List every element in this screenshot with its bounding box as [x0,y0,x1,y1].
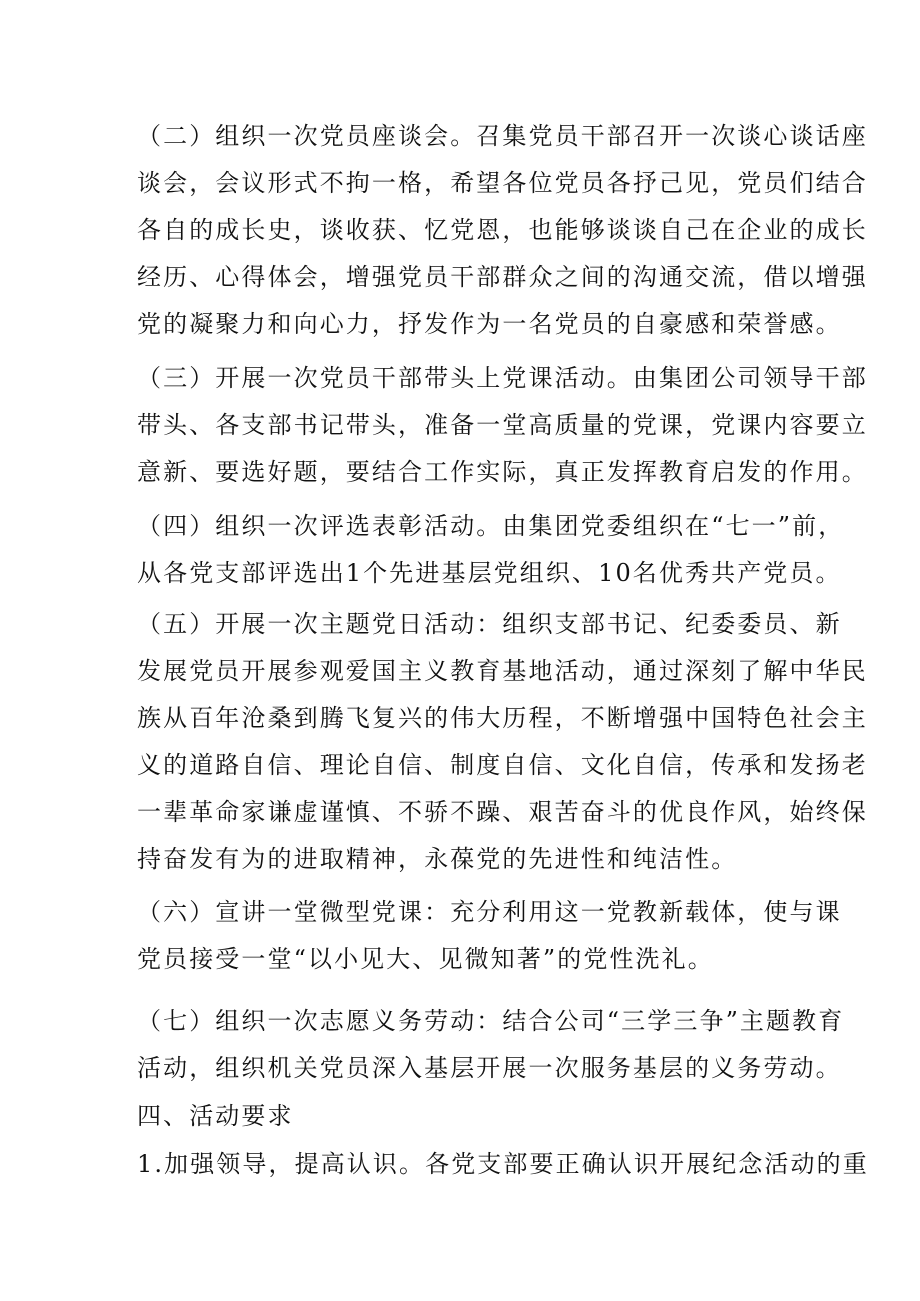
section-heading-requirements: 四、活动要求 [137,1102,294,1130]
paragraph-5-line-1: （五）开展一次主题党日活动：组织支部书记、纪委委员、新 [137,610,842,638]
paragraph-6-line-2: 党员接受一堂“以小见大、见微知著”的党性洗礼。 [137,945,714,973]
paragraph-6-line-1: （六）宣讲一堂微型党课：充分利用这一党教新载体，使与课 [137,898,842,926]
paragraph-2-line-5: 党的凝聚力和向心力，抒发作为一名党员的自豪感和荣誉感。 [137,310,842,338]
paragraph-7-line-1: （七）组织一次志愿义务劳动：结合公司“三学三争”主题教育 [137,1007,845,1035]
paragraph-4-line-2: 从各党支部评选出1个先进基层党组织、10名优秀共产党员。 [137,559,842,587]
requirement-item-1: 1.加强领导，提高认识。各党支部要正确认识开展纪念活动的重 [137,1150,869,1178]
paragraph-5-line-3: 族从百年沧桑到腾飞复兴的伟大历程，不断增强中国特色社会主 [137,704,868,732]
paragraph-2-line-1: （二）组织一次党员座谈会。召集党员干部召开一次谈心谈话座 [137,122,868,150]
paragraph-3-line-2: 带头、各支部书记带头，准备一堂高质量的党课，党课内容要立 [137,411,868,439]
paragraph-5-line-5: 一辈革命家谦虚谨慎、不骄不躁、艰苦奋斗的优良作风，始终保 [137,798,868,826]
paragraph-5-line-6: 持奋发有为的进取精神，永葆党的先进性和纯洁性。 [137,845,738,873]
paragraph-3-line-1: （三）开展一次党员干部带头上党课活动。由集团公司领导干部 [137,364,868,392]
paragraph-5-line-2: 发展党员开展参观爱国主义教育基地活动，通过深刻了解中华民 [137,657,868,685]
paragraph-2-line-3: 各自的成长史，谈收获、忆党恩，也能够谈谈自己在企业的成长 [137,216,868,244]
paragraph-2-line-4: 经历、心得体会，增强党员干部群众之间的沟通交流，借以增强 [137,263,868,291]
paragraph-3-line-3: 意新、要选好题，要结合工作实际，真正发挥教育启发的作用。 [137,458,868,486]
paragraph-4-line-1: （四）组织一次评选表彰活动。由集团党委组织在“七一”前， [137,512,845,540]
paragraph-7-line-2: 活动，组织机关党员深入基层开展一次服务基层的义务劳动。 [137,1054,842,1082]
paragraph-2-line-2: 谈会，会议形式不拘一格，希望各位党员各抒己见，党员们结合 [137,169,868,197]
paragraph-5-line-4: 义的道路自信、理论自信、制度自信、文化自信，传承和发扬老 [137,751,868,779]
